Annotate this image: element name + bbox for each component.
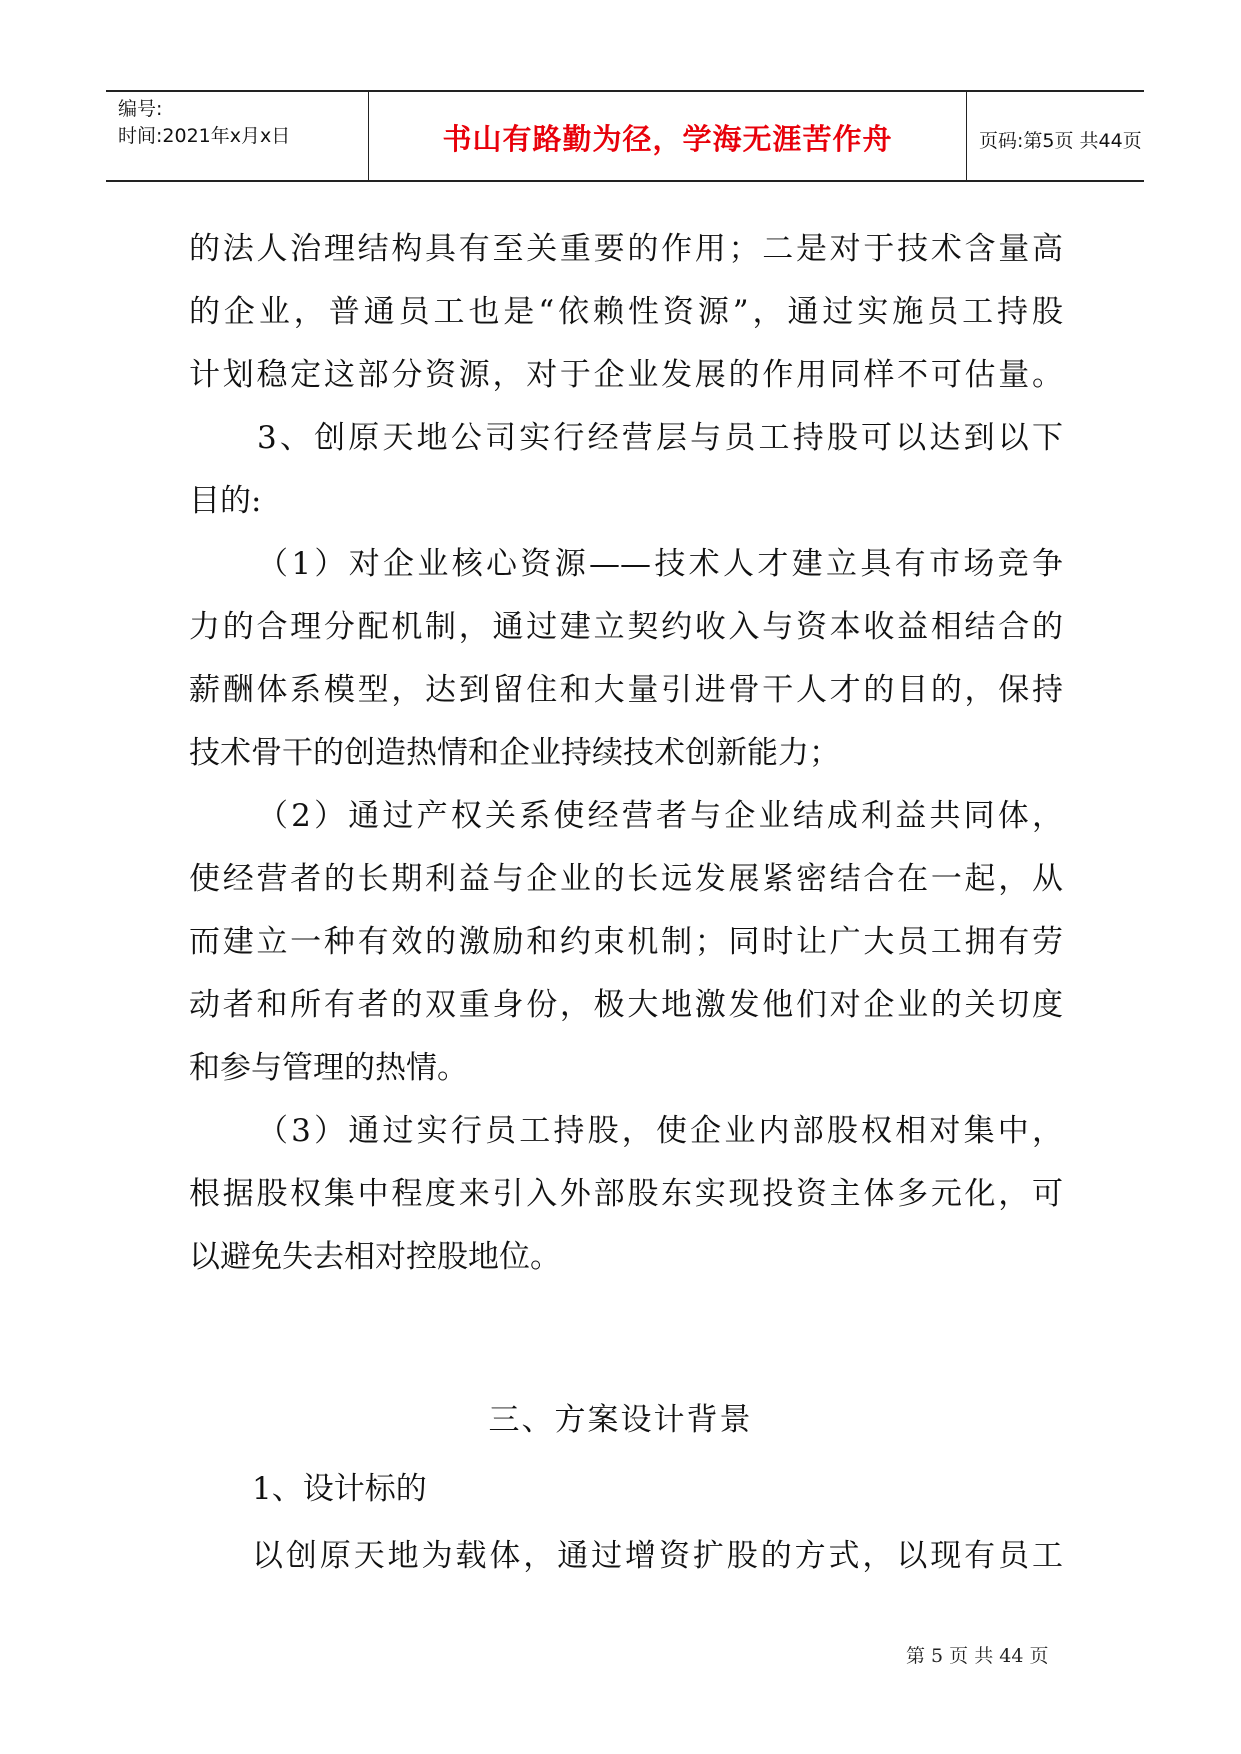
body-line: 和参与管理的热情。 [189, 1050, 468, 1086]
header-motto: 书山有路勤为径，学海无涯苦作舟 [442, 122, 893, 156]
header-page-cell [967, 92, 1144, 180]
header-page-label: 页码:第5页 共44页 [979, 130, 1142, 152]
body-line: 力的合理分配机制，通过建立契约收入与资本收益相结合的 [189, 609, 1063, 645]
body-line: 薪酬体系模型，达到留住和大量引进骨干人才的目的，保持 [189, 672, 1063, 708]
body-line: 动者和所有者的双重身份，极大地激发他们对企业的关切度 [189, 987, 1063, 1023]
section-subheading: 1、设计标的 [252, 1471, 427, 1507]
body-line: 以避免失去相对控股地位。 [189, 1239, 561, 1275]
page-footer: 第 5 页 共 44 页 [906, 1645, 1049, 1667]
section-paragraph-line: 以创原天地为载体，通过增资扩股的方式，以现有员工 [252, 1538, 1063, 1574]
page-header [106, 90, 1144, 182]
body-line: 而建立一种有效的激励和约束机制；同时让广大员工拥有劳 [189, 924, 1063, 960]
document-time-label: 时间:2021年x月x日 [118, 125, 291, 147]
body-line: 计划稳定这部分资源，对于企业发展的作用同样不可估量。 [189, 357, 1063, 393]
body-line: （1）对企业核心资源——技术人才建立具有市场竞争 [257, 546, 1063, 582]
body-line: 3、创原天地公司实行经营层与员工持股可以达到以下 [257, 420, 1063, 456]
body-line: 根据股权集中程度来引入外部股东实现投资主体多元化，可 [189, 1176, 1063, 1212]
body-line: 技术骨干的创造热情和企业持续技术创新能力； [189, 735, 840, 771]
body-line: 目的: [189, 483, 262, 519]
section-heading: 三、方案设计背景 [488, 1402, 753, 1438]
body-line: （3）通过实行员工持股，使企业内部股权相对集中， [257, 1113, 1063, 1149]
body-line: 使经营者的长期利益与企业的长远发展紧密结合在一起，从 [189, 861, 1063, 897]
document-number-label: 编号: [118, 98, 163, 120]
header-motto-cell [369, 92, 967, 180]
body-line: 的企业，普通员工也是“依赖性资源”，通过实施员工持股 [189, 294, 1063, 330]
body-line: （2）通过产权关系使经营者与企业结成利益共同体， [257, 798, 1063, 834]
header-meta-cell [106, 92, 369, 180]
body-line: 的法人治理结构具有至关重要的作用；二是对于技术含量高 [189, 231, 1063, 267]
body-text [189, 218, 1063, 1289]
